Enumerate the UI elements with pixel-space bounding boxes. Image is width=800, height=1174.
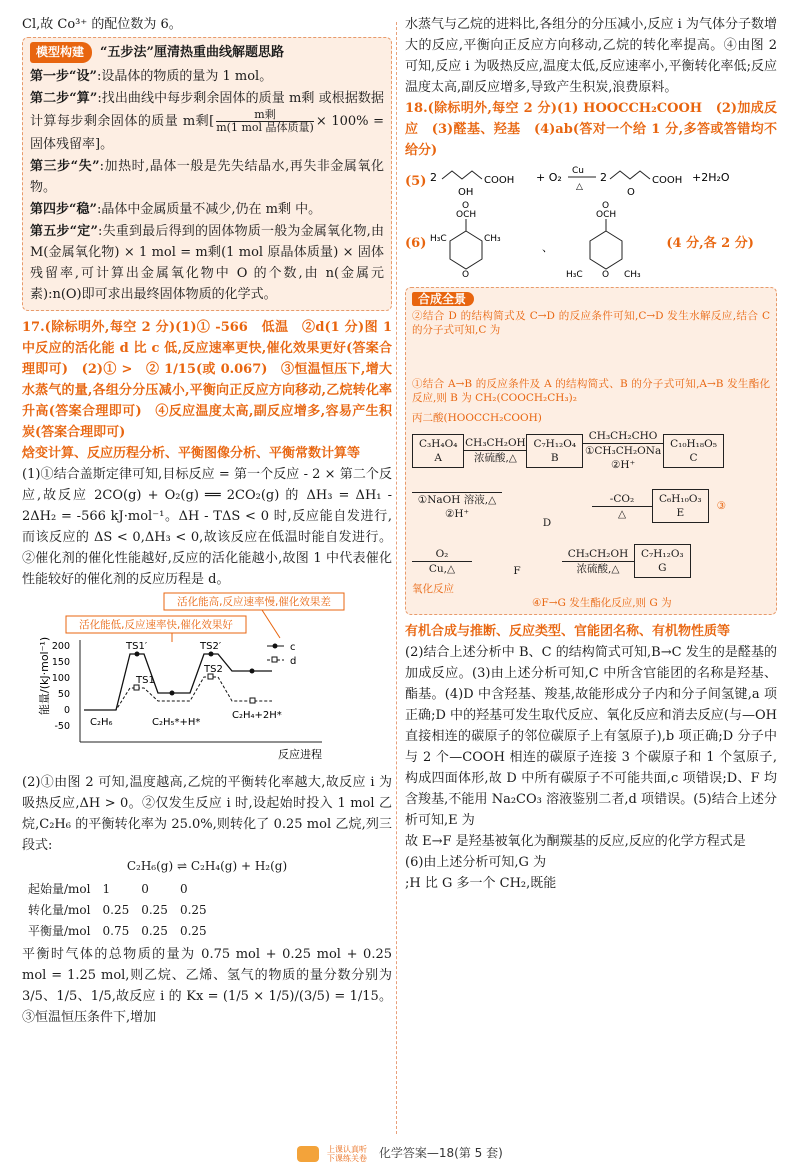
right-column [405, 14, 777, 894]
synth-row-1: C₃H₄O₄ A CH₃CH₂OH 浓硫酸,△ C₇H₁₂O₄ B CH₃CH₂CHO ①CH₃CH₂ONa ②H⁺ C₁₀H₁₈O₅ C [412, 429, 770, 472]
svg-text:C₂H₄+2H*: C₂H₄+2H* [232, 710, 282, 721]
svg-text:C₂H₆: C₂H₆ [90, 717, 113, 728]
left-column [22, 14, 392, 1028]
svg-text:△: △ [576, 182, 584, 192]
q17-explanation-1: (1)①结合盖斯定律可知,目标反应 = 第一个反应 - 2 × 第二个反应,故反应 2CO(g) + O₂(g) ══ 2CO₂(g) 的 ΔH₃ = ΔH₁ - 2ΔH₂ = -566 kJ·mol⁻¹。ΔH - TΔS < 0 时,反应能自发进行,而该反应的 ΔS < 0,ΔH₃ < 0,故该反应在低温时能自发进行。②催化剂的催化性能越好,反应的活化能越小,故图 1 中代表催化性能较好的催化剂的反应历程是 d。 [22, 467, 392, 587]
svg-text:CH₃: CH₃ [624, 270, 642, 280]
svg-text:O: O [627, 187, 636, 198]
ice-table [28, 879, 219, 942]
synth-note-4: ④F→G 发生酯化反应,则 G 为 [532, 597, 672, 609]
step5-label: 第五步“定” [30, 224, 98, 239]
step3-label: 第三步“失” [30, 159, 100, 174]
synth-note-2: ②结合 D 的结构简式及 C→D 的反应条件可知,C→D 发生水解反应,结合 C 的分子式可知,C 为 [412, 310, 770, 336]
step2-text-b: × 100% = 固体残留率]。 [30, 114, 384, 152]
svg-text:100: 100 [51, 673, 70, 684]
svg-text:O: O [602, 270, 610, 280]
q17-topics: 焓变计算、反应历程分析、平衡图像分析、平衡常数计算等 [22, 446, 361, 461]
compound-F: F [513, 565, 521, 577]
svg-text:OH: OH [458, 187, 474, 198]
compound-G: C₇H₁₂O₃ G [634, 544, 691, 578]
svg-text:+ O₂: + O₂ [536, 171, 563, 184]
svg-text:TS1: TS1 [136, 675, 155, 686]
step1-text: :设晶体的物质的量为 1 mol。 [96, 69, 273, 84]
energy-profile-chart [22, 590, 392, 765]
malonic-label: 丙二酸(HOOCCH₂COOH) [412, 412, 542, 424]
step4-text: :晶体中金属质量不减少,仍在 m剩 中。 [96, 202, 322, 217]
svg-text:O: O [462, 270, 470, 280]
compound-A: C₃H₄O₄ A [412, 434, 464, 468]
compound-B: C₇H₁₂O₄ B [526, 434, 583, 468]
synthesis-box [405, 287, 777, 615]
step1-label: 第一步“设” [30, 69, 97, 84]
oxidation-label: 氧化反应 [412, 583, 454, 595]
step2-label: 第二步“算” [30, 91, 98, 106]
q17-explanation-2: (2)①由图 2 可知,温度越高,乙烷的平衡转化率越大,故反应 i 为吸热反应,ΔH > 0。②仅发生反应 i 时,设起始时投入 1 mol 乙烷,C₂H₆ 的平衡转化率为 25.0%,则转化了 0.25 mol 乙烷,列三段式: [22, 775, 392, 853]
svg-text:H₃C: H₃C [430, 234, 448, 244]
svg-text:-50: -50 [54, 721, 70, 732]
compound-D: D [542, 517, 552, 529]
footer-page-label: 化学答案—18(第 5 套) [378, 1146, 503, 1160]
y-axis-label: 能量/(kJ·mol⁻¹) [38, 636, 51, 715]
q18-explanation-3: (6)由上述分析可知,G 为 [405, 855, 547, 870]
svg-text:TS2′: TS2′ [200, 641, 222, 652]
svg-text:O: O [602, 201, 610, 211]
q18-answer: 18.(除标明外,每空 2 分)(1) HOOCCH₂COOH (2)加成反应 (3)醛基、羟基 (4)ab(答对一个给 1 分,多答或答错均不给分) [405, 101, 777, 158]
svg-text:O: O [462, 201, 470, 211]
svg-text:+2H₂O: +2H₂O [692, 171, 730, 184]
svg-text:COOH: COOH [484, 175, 515, 186]
synth-note-1: ①结合 A→B 的反应条件及 A 的结构简式、B 的分子式可知,A→B 发生酯化反应,则 B 为 CH₂(COOCH₂CH₃)₂ [412, 378, 770, 404]
brand-logo-icon [297, 1146, 319, 1162]
step2-fraction: $\frac{\text{m剩}}{\text{m(1 mol 晶体质量)}}$ [216, 108, 314, 134]
step4-label: 第四步“稳” [30, 202, 97, 217]
model-title: “五步法”厘清热重曲线解题思路 [100, 45, 284, 60]
q18-eq-label: (5) [405, 173, 427, 189]
svg-text:COOH: COOH [652, 175, 683, 186]
svg-text:H₃C: H₃C [566, 270, 584, 280]
q18-part6-structures [426, 201, 666, 285]
step2-text-a: :找出曲线中每步剩余固体的质量 m剩 或根据数据计算每步剩余固体的质量 m剩[ [30, 91, 384, 129]
svg-text:150: 150 [51, 657, 70, 668]
q17-continued: 水蒸气与乙烷的进料比,各组分的分压减小,反应 i 为气体分子数增大的反应,平衡向正反应方向移动,乙烷的转化率提高。④由图 2 可知,反应 i 为吸热反应,温度太低,反应速率小,平衡转化率低;反应温度太高,副反应增多,导致产生积炭,浪费原料。 [405, 17, 777, 95]
legend-c: c [290, 642, 296, 653]
svg-text:2: 2 [430, 171, 438, 184]
compound-C: C₁₀H₁₈O₅ C [663, 434, 724, 468]
q18-explanation-1: (2)结合上述分析中 B、C 的结构简式可知,B→C 发生的是醛基的加成反应。(3)由上述分析可知,C 中所含官能团的名称是羟基、酯基。(4)D 中含羟基、羧基,故能形成分子内和分子间氢键,a 项正确;D 中的羟基可发生取代反应、氧化反应和消去反应(与—OH 直接相连的碳原子的邻位碳原子上有氢原子),b 项正确;D 分子中与 2 个—COOH 相连的碳原子连接 3 个碳原子和 1 个氢原子,构成四面体形,故 D 中所有碳原子不可能共面,c 项错误;D、F 均含羧基,不能用 Na₂CO₃ 溶液鉴别二者,d 项错误。(5)结合上述分析可知,E 为 [405, 645, 777, 828]
column-divider [396, 22, 397, 1134]
ice-equation: C₂H₆(g) ⇌ C₂H₄(g) + H₂(g) [126, 859, 288, 873]
callout-high-arrow [262, 610, 280, 638]
q18-topics: 有机合成与推断、反应类型、官能团名称、有机物性质等 [405, 624, 731, 639]
page-footer [0, 1144, 800, 1163]
table-row: 平衡量/mol 0.75 0.25 0.25 [28, 924, 207, 938]
svg-text:CH₃: CH₃ [484, 234, 502, 244]
q18-equation-row [405, 161, 777, 201]
synth-row-3: O₂ Cu,△ F CH₃CH₂OH 浓硫酸,△ C₇H₁₂O₃ G [412, 544, 770, 578]
step3-text: :加热时,晶体一般是先失结晶水,再失非金属氧化物。 [30, 159, 384, 195]
intro-line: Cl,故 Co³⁺ 的配位数为 6。 [22, 17, 182, 32]
model-tag: 模型构建 [30, 42, 92, 63]
svg-text:TS2: TS2 [204, 664, 223, 675]
svg-text:OCH: OCH [456, 210, 477, 220]
q17-explanation-3: 平衡时气体的总物质的量为 0.75 mol + 0.25 mol + 0.25 mol = 1.25 mol,则乙烷、乙烯、氢气的物质的量分数分别为 3/5、1/5、1/5,故反应 i 的 Kx = (1/5 × 1/5)/(3/5) = 1/15。③恒温恒压条件下,增加 [22, 947, 392, 1025]
q18-6-score: (4 分,各 2 分) [666, 235, 754, 251]
synth-tag: 合成全景 [412, 292, 474, 306]
q18-explanation-2: 故 E→F 是羟基被氧化为酮羰基的反应,反应的化学方程式是 [405, 834, 746, 849]
svg-text:C₂H₅*+H*: C₂H₅*+H* [152, 717, 201, 728]
table-row: 转化量/mol 0.25 0.25 0.25 [28, 903, 207, 917]
q17-answer: 17.(除标明外,每空 2 分)(1)① -566 低温 ②d(1 分)图 1 中反应的活化能 d 比 c 低,反应速率更快,催化效果更好(答案合理即可) (2)① > ② 1/15(或 0.067) ③恒温恒压下,增大水蒸气的量,各组分分压减小,平衡向正反应方向移动,乙烷转化率升高(答案合理即可) ④反应温度太高,副反应增多,容易产生积炭(答案合理即可) [22, 320, 392, 440]
table-row: 起始量/mol 1 0 0 [28, 882, 188, 896]
svg-text:、: 、 [542, 241, 554, 254]
step5-text: :失重到最后得到的固体物质一般为金属氧化物,由 M(金属氧化物) × 1 mol = m剩(1 mol 原晶体质量) × 固体残留率,可计算出金属氧化物中 O 的个数,由 n(金属元素):n(O)即可求出最终固体物质的化学式。 [30, 224, 384, 302]
synth-row-2: ①NaOH 溶液,△ ②H⁺ D -CO₂ △ C₆H₁₀O₃ E ③ [412, 482, 770, 530]
model-building-box [22, 37, 392, 311]
callout-high: 活化能高,反应速率慢,催化效果差 [177, 596, 331, 608]
E-note: ③ [716, 500, 727, 512]
q18-6-label: (6) [405, 235, 427, 251]
svg-text:50: 50 [57, 689, 70, 700]
series-c-line [84, 654, 272, 710]
svg-text:TS1′: TS1′ [126, 641, 148, 652]
q18-explanation-4: ;H 比 G 多一个 CH₂,既能 [405, 876, 557, 891]
callout-low: 活化能低,反应速率快,催化效果好 [79, 619, 233, 631]
footer-slogan: 上课认真听 下课练关卷 [327, 1144, 368, 1163]
svg-text:0: 0 [63, 705, 70, 716]
q18-equation-structures [426, 161, 746, 201]
q18-part6-row [405, 201, 777, 285]
svg-text:200: 200 [51, 641, 70, 652]
svg-text:2: 2 [600, 171, 608, 184]
svg-text:Cu: Cu [572, 166, 585, 176]
svg-text:OCH: OCH [596, 210, 617, 220]
legend-d: d [290, 656, 297, 667]
x-axis-label: 反应进程 [278, 748, 322, 761]
compound-E: C₆H₁₀O₃ E [652, 489, 709, 523]
